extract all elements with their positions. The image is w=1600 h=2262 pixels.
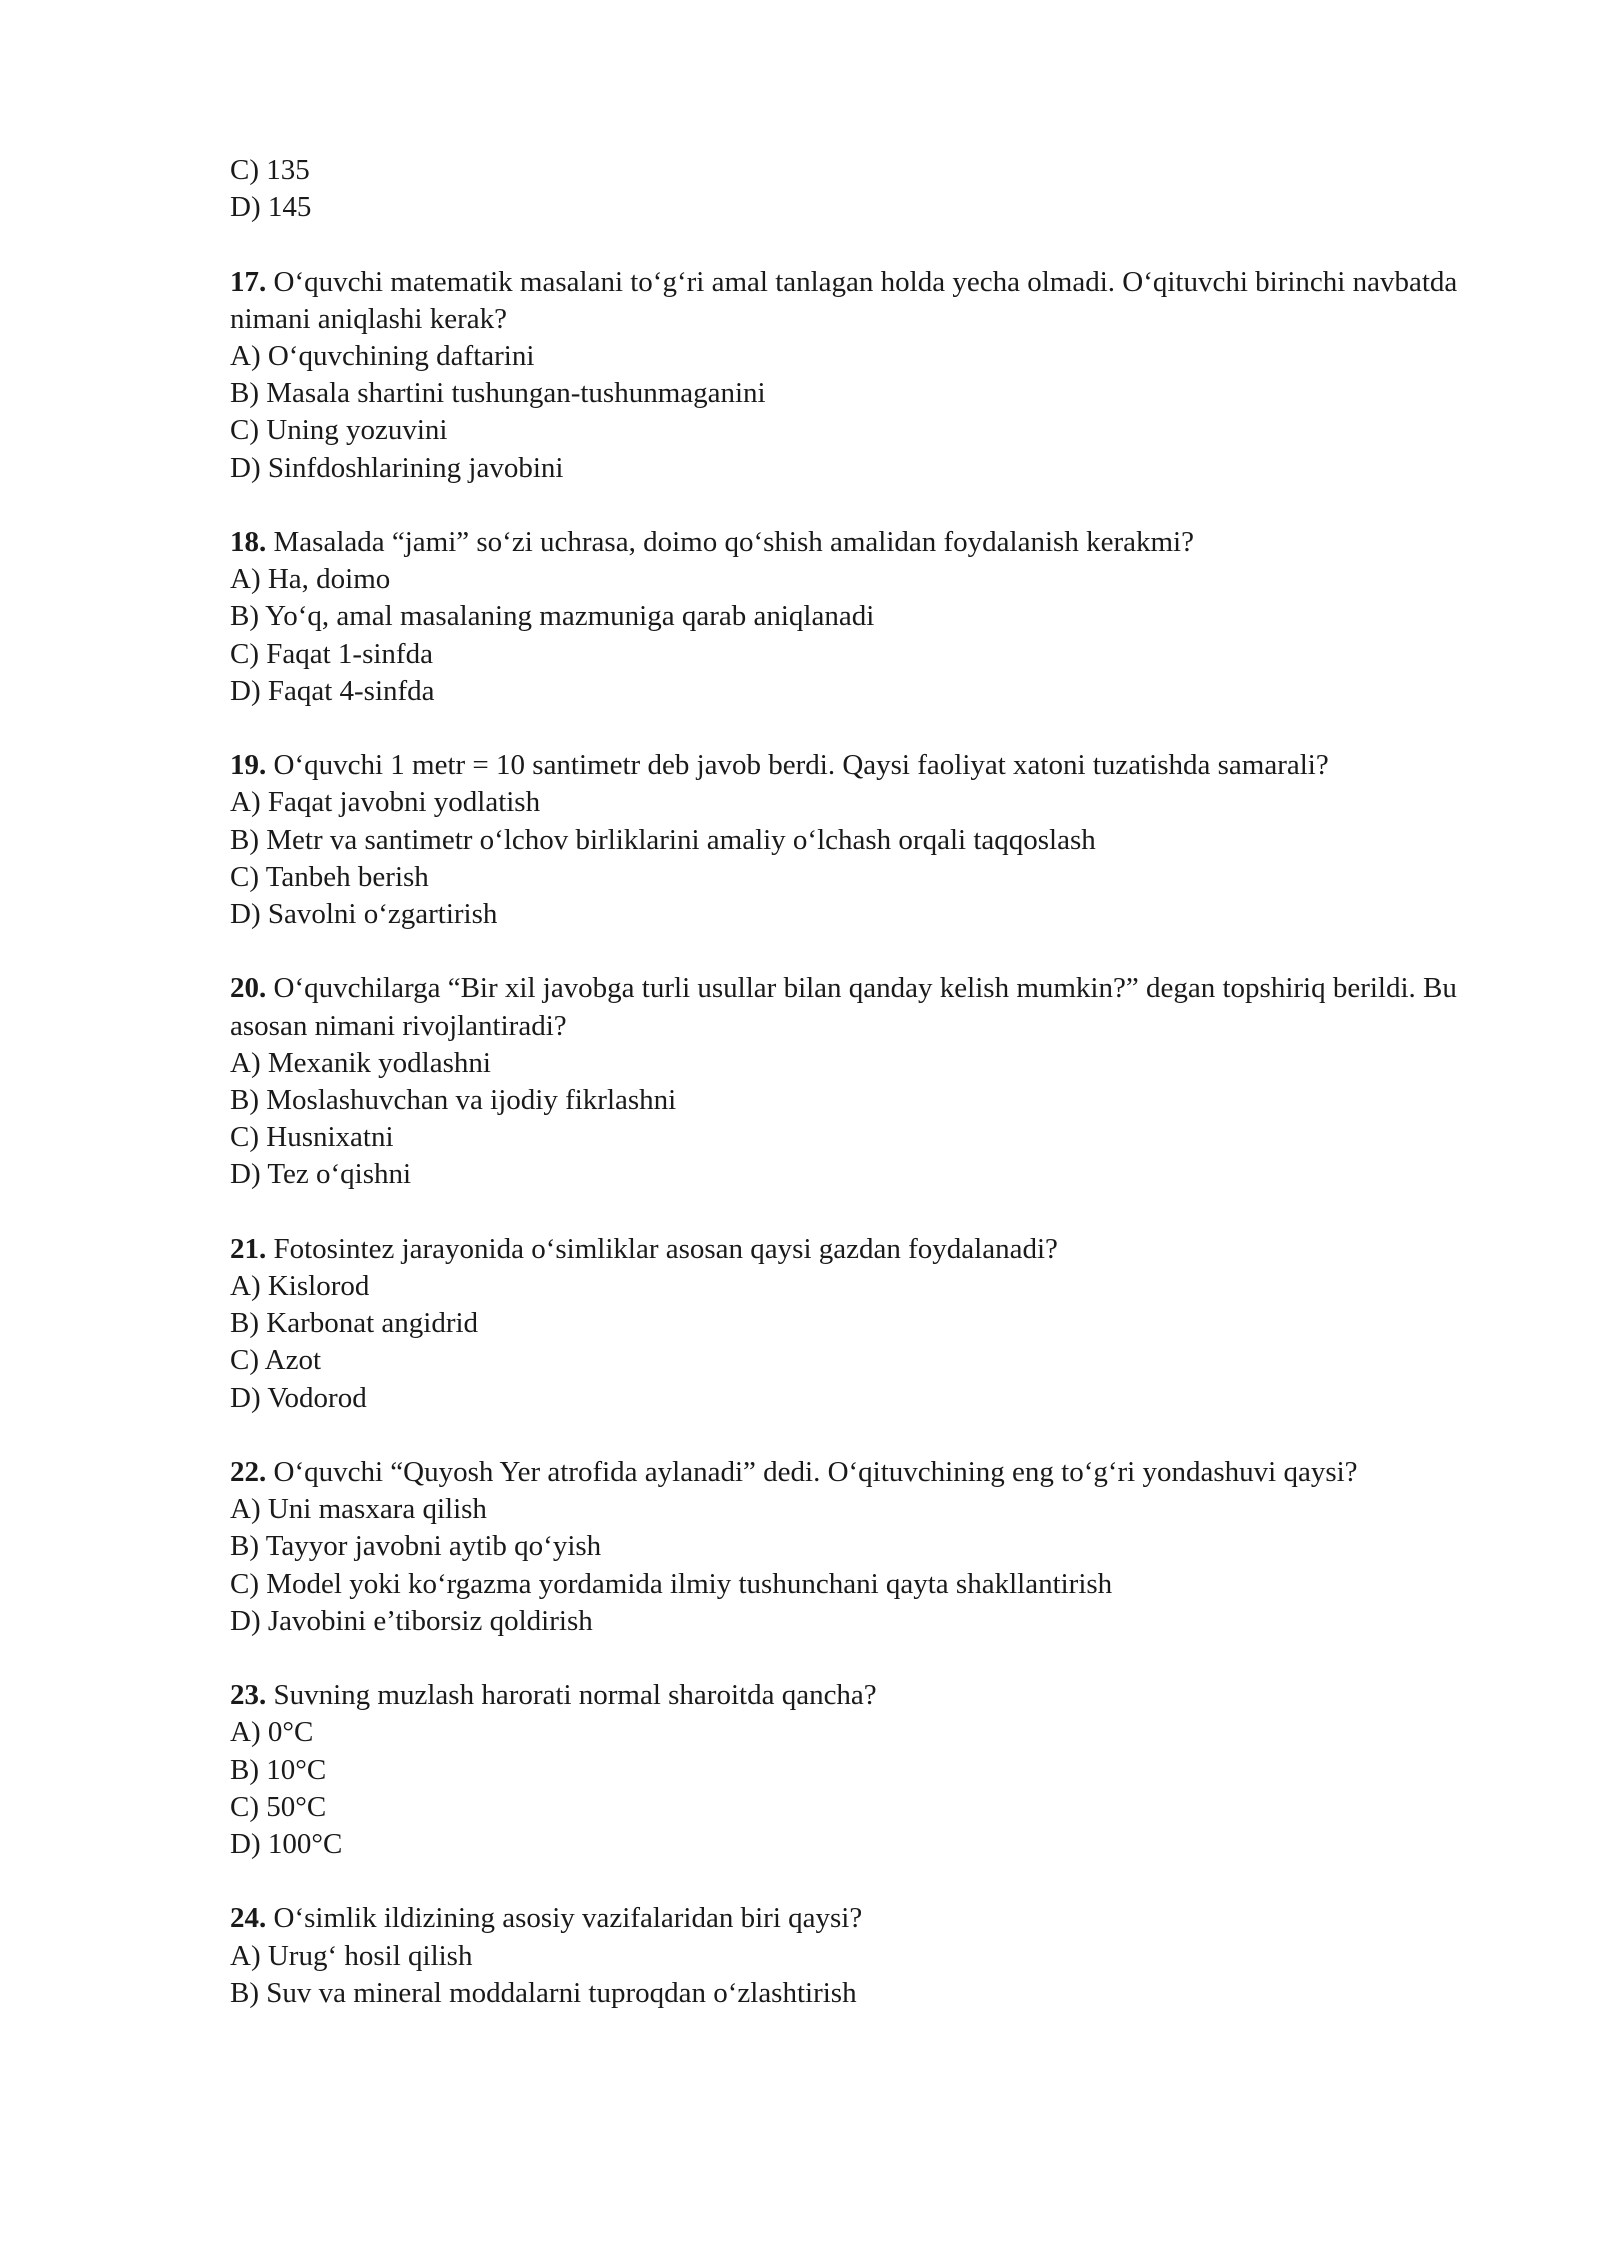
question-prompt: O‘quvchi 1 metr = 10 santimetr deb javob berdi. Qaysi faoliyat xatoni tuzatishda samarali?	[273, 749, 1329, 782]
answer-option: A) Mexanik yodlashni	[230, 1046, 491, 1079]
answer-option: D) Sinfdoshlarining javobini	[230, 451, 564, 484]
answer-option: C) Faqat 1-sinfda	[230, 637, 433, 670]
question-prompt: Masalada “jami” so‘zi uchrasa, doimo qo‘shish amalidan foydalanish kerakmi?	[273, 526, 1194, 558]
question-number: 18.	[230, 526, 267, 558]
question-22	[230, 1454, 1500, 1640]
question-number: 23.	[230, 1679, 267, 1712]
answer-option: B) Moslashuvchan va ijodiy fikrlashni	[230, 1084, 677, 1117]
document-content	[230, 152, 1500, 2012]
answer-option: D) 100°C	[230, 1828, 343, 1861]
answer-option: C) Uning yozuvini	[230, 414, 448, 447]
question-text	[230, 1900, 1500, 1937]
answer-option: B) 10°C	[230, 1753, 327, 1786]
answer-option: B) Yo‘q, amal masalaning mazmuniga qarab aniqlanadi	[230, 600, 875, 633]
answer-option: A) Urug‘ hosil qilish	[230, 1939, 473, 1972]
question-prompt: O‘quvchilarga “Bir xil javobga turli usullar bilan qanday kelish mumkin?” degan topshiriq berildi. Bu asosan nimani rivojlantiradi?	[230, 972, 1457, 1042]
answer-option: D) Vodorod	[230, 1381, 367, 1414]
question-text	[230, 970, 1500, 1044]
answer-option: A) Ha, doimo	[230, 563, 391, 596]
answer-option: D) Savolni o‘zgartirish	[230, 898, 498, 931]
answer-option: C) 50°C	[230, 1790, 327, 1823]
answer-option: D) Javobini e’tiborsiz qoldirish	[230, 1604, 593, 1637]
question-text	[230, 264, 1500, 338]
question-prompt: O‘simlik ildizining asosiy vazifalaridan biri qaysi?	[273, 1902, 863, 1935]
question-17	[230, 264, 1500, 487]
question-number: 20.	[230, 972, 267, 1005]
question-prompt: O‘quvchi matematik masalani to‘g‘ri amal tanlagan holda yecha olmadi. O‘qituvchi birinchi navbatda nimani aniqlashi kerak?	[230, 265, 1458, 335]
answer-option: D) Faqat 4-sinfda	[230, 674, 435, 707]
answer-option: A) Kislorod	[230, 1270, 370, 1303]
question-21	[230, 1231, 1500, 1417]
answer-option: B) Tayyor javobni aytib qo‘yish	[230, 1530, 602, 1563]
question-prompt: O‘quvchi “Quyosh Yer atrofida aylanadi” dedi. O‘qituvchining eng to‘g‘ri yondashuvi qaysi?	[273, 1456, 1358, 1489]
answer-option: C) Azot	[230, 1344, 322, 1377]
answer-option: C) Model yoki ko‘rgazma yordamida ilmiy tushunchani qayta shakllantirish	[230, 1567, 1113, 1600]
question-text	[230, 524, 1500, 561]
question-16-continued	[230, 152, 1500, 226]
answer-option: A) Uni masxara qilish	[230, 1493, 487, 1526]
answer-option: B) Masala shartini tushungan-tushunmaganini	[230, 377, 766, 410]
answer-option: C) Husnixatni	[230, 1121, 394, 1154]
answer-option: B) Suv va mineral moddalarni tuproqdan o‘zlashtirish	[230, 1976, 857, 2009]
question-text	[230, 747, 1500, 784]
question-number: 24.	[230, 1902, 267, 1935]
answer-option: A) 0°C	[230, 1716, 314, 1749]
answer-option: B) Karbonat angidrid	[230, 1307, 479, 1340]
question-23	[230, 1677, 1500, 1863]
answer-option: D) Tez o‘qishni	[230, 1158, 412, 1191]
answer-option: A) O‘quvchining daftarini	[230, 340, 535, 372]
question-text	[230, 1454, 1500, 1491]
question-text	[230, 1677, 1500, 1714]
question-19	[230, 747, 1500, 933]
question-prompt: Fotosintez jarayonida o‘simliklar asosan qaysi gazdan foydalanadi?	[273, 1232, 1058, 1265]
answer-option: D) 145	[230, 191, 312, 224]
answer-option: A) Faqat javobni yodlatish	[230, 786, 541, 819]
question-24	[230, 1900, 1500, 2012]
question-18	[230, 524, 1500, 710]
answer-option: C) 135	[230, 154, 310, 186]
question-number: 22.	[230, 1456, 267, 1489]
question-number: 21.	[230, 1232, 267, 1265]
question-number: 19.	[230, 749, 267, 782]
answer-option: C) Tanbeh berish	[230, 860, 429, 893]
question-20	[230, 970, 1500, 1193]
question-text	[230, 1231, 1500, 1268]
question-number: 17.	[230, 265, 267, 298]
question-prompt: Suvning muzlash harorati normal sharoitda qancha?	[273, 1679, 877, 1712]
answer-option: B) Metr va santimetr o‘lchov birliklarini amaliy o‘lchash orqali taqqoslash	[230, 823, 1096, 856]
